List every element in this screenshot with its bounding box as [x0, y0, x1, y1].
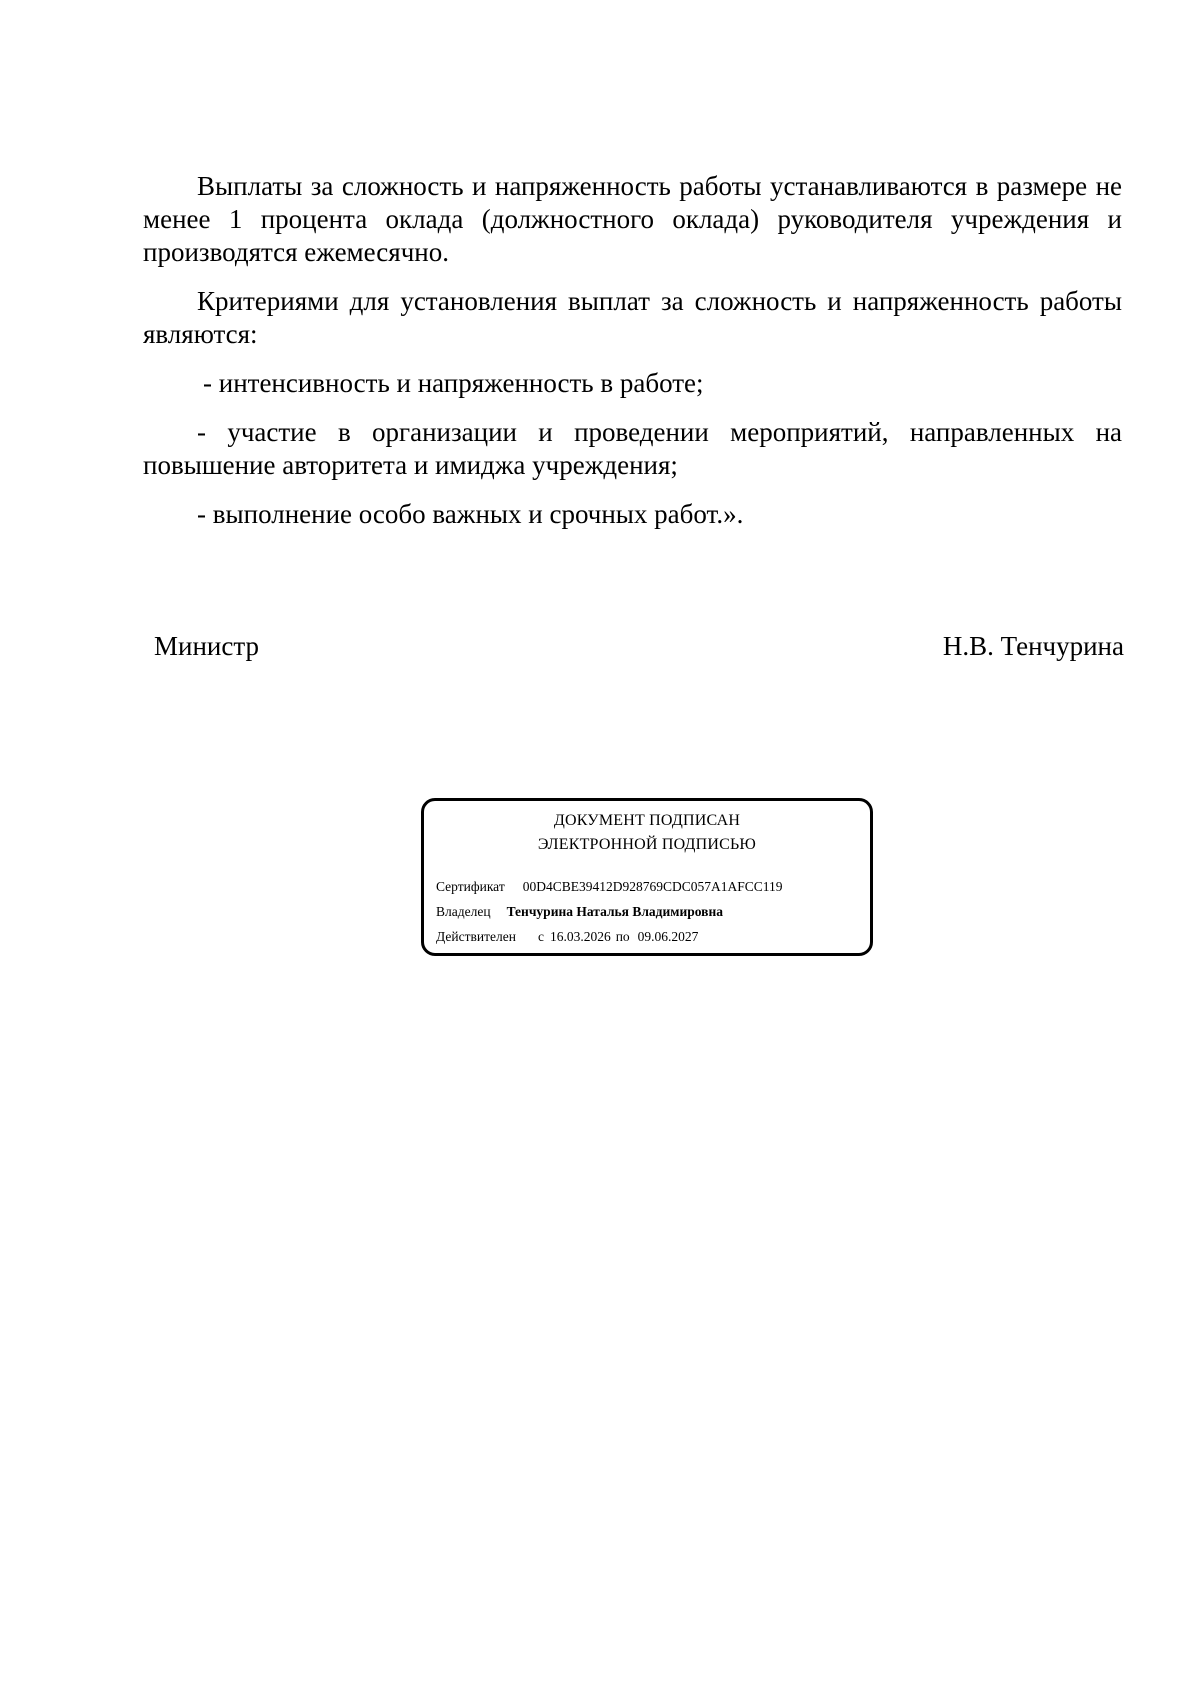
list-item: - выполнение особо важных и срочных работ.». [197, 499, 744, 529]
document-body [143, 170, 1122, 547]
valid-to-label: по [615, 929, 630, 944]
paragraph-payments: Выплаты за сложность и напряженность работы устанавливаются в размере не менее 1 процента оклада (должностного оклада) руководителя учреждения и производятся ежемесячно. [143, 171, 1122, 267]
paragraph-criteria: Критериями для установления выплат за сложность и напряженность работы являются: [143, 286, 1122, 349]
stamp-title-line1: ДОКУМЕНТ ПОДПИСАН [553, 812, 741, 829]
signer-position: Министр [154, 631, 259, 661]
electronic-signature-stamp [421, 798, 873, 956]
list-item: - интенсивность и напряженность в работе; [203, 368, 704, 398]
valid-to-date: 09.06.2027 [637, 929, 699, 944]
list-item: - участие в организации и проведении мероприятий, направленных на повышение авторитета и имиджа учреждения; [143, 417, 1122, 480]
owner-value: Тенчурина Наталья Владимировна [506, 904, 723, 919]
signer-name: Н.В. Тенчурина [942, 631, 1124, 661]
stamp-owner-row [436, 903, 723, 921]
owner-label: Владелец [436, 904, 491, 919]
stamp-title-line2: ЭЛЕКТРОННОЙ ПОДПИСЬЮ [537, 836, 757, 853]
stamp-validity-row [436, 928, 698, 946]
valid-from-date: 16.03.2026 [549, 929, 611, 944]
certificate-value: 00D4CBE39412D928769CDC057A1AFCC119 [522, 879, 783, 894]
valid-label: Действителен [436, 929, 516, 944]
certificate-label: Сертификат [436, 879, 505, 894]
valid-from-label: с [537, 929, 544, 944]
stamp-certificate-row [436, 878, 783, 896]
